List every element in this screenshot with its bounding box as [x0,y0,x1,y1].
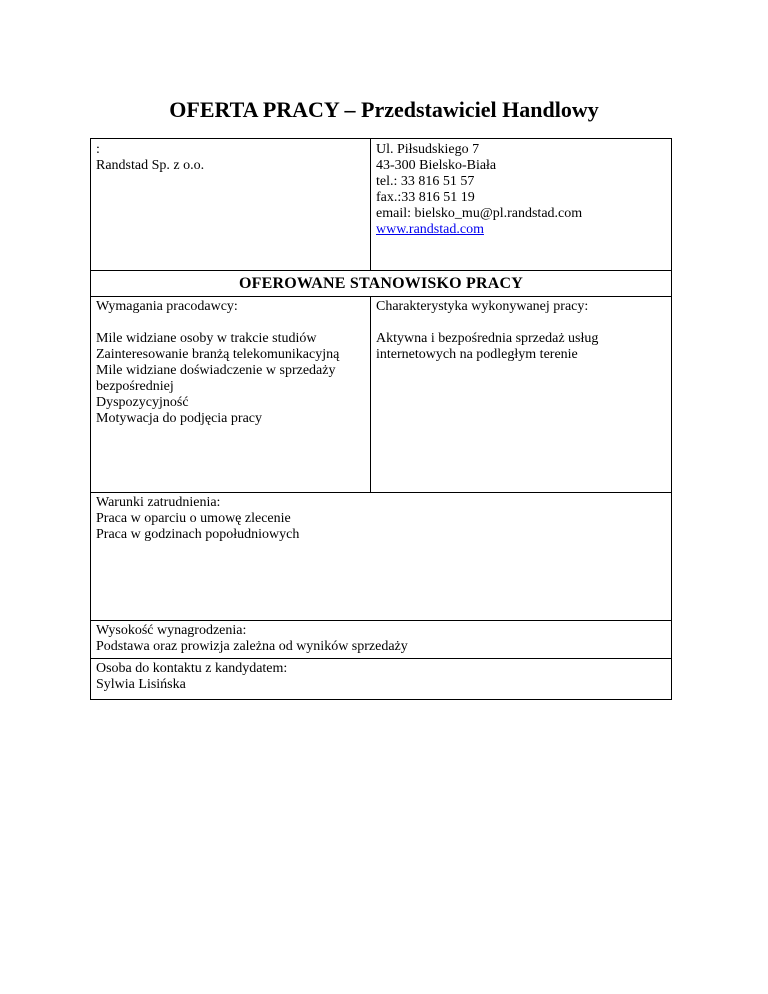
conditions-cell [91,493,671,620]
salary-value: Podstawa oraz prowizja zależna od wyników sprzedaży [96,639,408,654]
job-description-item: internetowych na podległym terenie [376,347,578,362]
company-address-cell [371,139,671,270]
job-description-item: Aktywna i bezpośrednia sprzedaż usług [376,331,599,346]
section-header-row [91,271,671,297]
condition-item: Praca w godzinach popołudniowych [96,527,300,542]
website-link[interactable]: www.randstad.com [376,222,484,237]
page-title: OFERTA PRACY – Przedstawiciel Handlowy [169,97,599,122]
requirements-row [91,297,671,493]
salary-row [91,621,671,659]
job-description-cell [371,297,671,492]
conditions-row [91,493,671,621]
contact-heading: Osoba do kontaktu z kandydatem: [96,661,288,676]
requirements-heading: Wymagania pracodawcy: [96,299,238,314]
fax-number: fax.:33 816 51 19 [376,190,475,205]
salary-heading: Wysokość wynagrodzenia: [96,623,247,638]
company-row [91,139,671,271]
contact-row [91,659,671,699]
requirement-item: Mile widziane doświadczenie w sprzedaży [96,363,336,378]
company-name: Randstad Sp. z o.o. [96,158,205,173]
requirement-item: Mile widziane osoby w trakcie studiów [96,331,317,346]
email-address: email: bielsko_mu@pl.randstad.com [376,206,583,221]
contact-cell [91,659,671,699]
requirements-cell [91,297,371,492]
company-prefix: : [96,142,100,157]
job-description-heading: Charakterystyka wykonywanej pracy: [376,299,589,314]
section-title: OFEROWANE STANOWISKO PRACY [238,274,524,292]
requirement-item: Zainteresowanie branżą telekomunikacyjną [96,347,340,362]
salary-cell [91,621,671,658]
requirement-item: Dyspozycyjność [96,395,189,410]
company-name-cell [91,139,371,270]
address-street: Ul. Piłsudskiego 7 [376,142,480,157]
phone-number: tel.: 33 816 51 57 [376,174,475,189]
conditions-heading: Warunki zatrudnienia: [96,495,221,510]
requirement-item: bezpośredniej [96,379,174,394]
condition-item: Praca w oparciu o umowę zlecenie [96,511,291,526]
contact-name: Sylwia Lisińska [96,677,186,692]
job-offer-form [90,138,672,700]
address-city: 43-300 Bielsko-Biała [376,158,497,173]
requirement-item: Motywacja do podjęcia pracy [96,411,262,426]
